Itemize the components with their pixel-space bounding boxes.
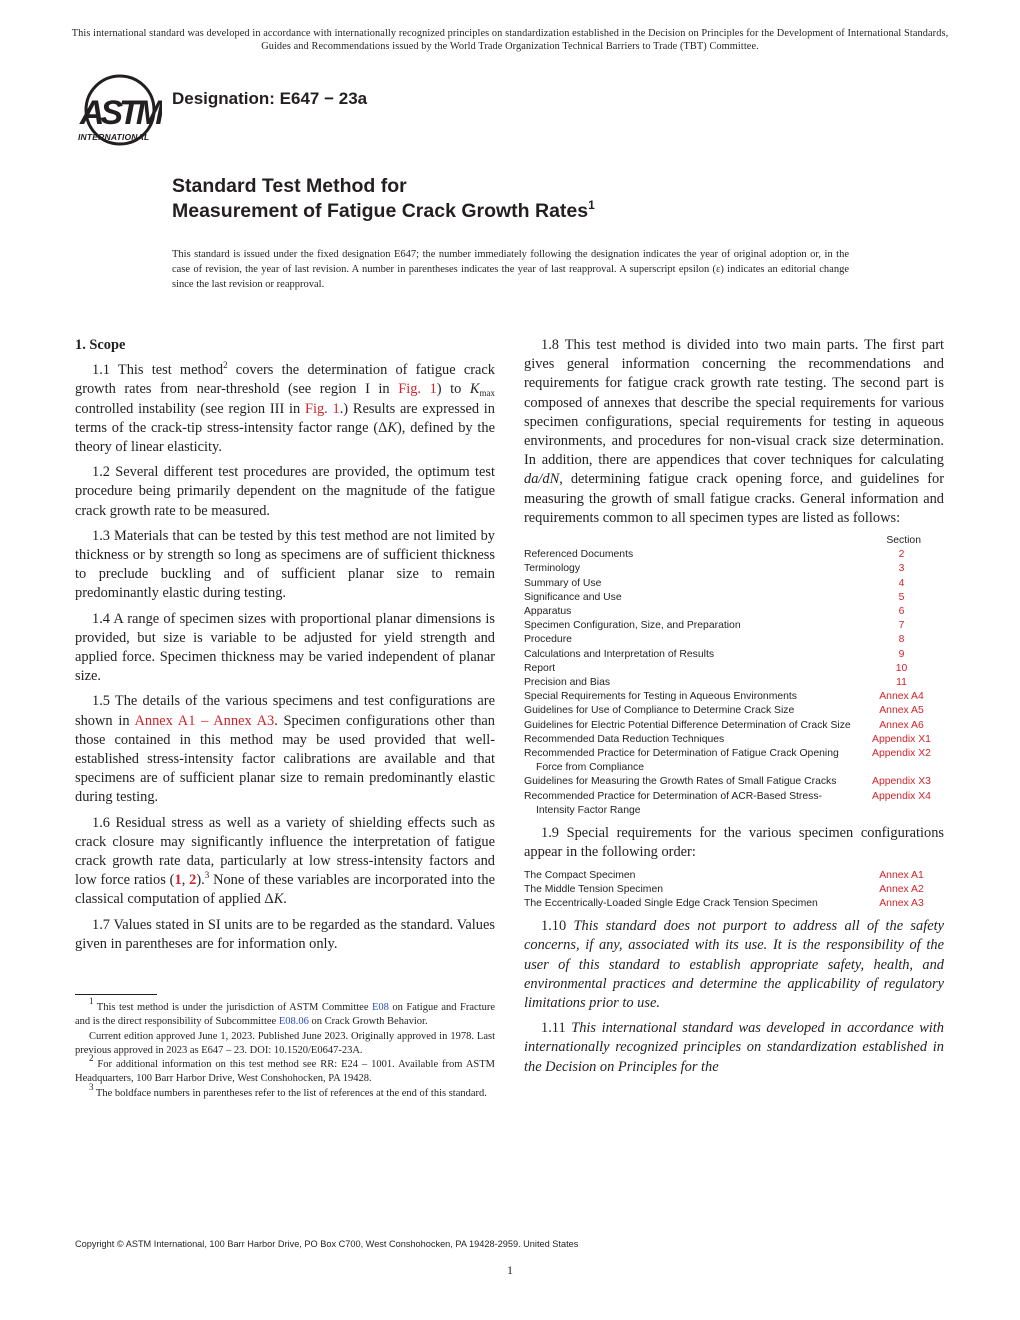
section-list-row [524, 605, 944, 619]
specimen-list-ref-link[interactable]: Annex A1 [879, 869, 924, 881]
section-list-row [524, 633, 944, 647]
section-list-ref-link[interactable]: Annex A5 [879, 705, 924, 717]
section-list-row [524, 690, 944, 704]
section-list-row [524, 591, 944, 605]
section-list [524, 534, 944, 818]
title-line-2: Measurement of Fatigue Crack Growth Rates$^1$ [172, 198, 595, 222]
specimen-list-ref-link[interactable]: Annex A2 [879, 883, 924, 895]
section-heading-scope: 1. Scope [75, 337, 126, 353]
section-list-label: Recommended Practice for Determination of ACR-Based Stress-Intensity Factor Range [524, 790, 822, 816]
para-1-9: 1.9 Special requirements for the various specimen configurations appear in the following order: [524, 825, 944, 861]
section-list-ref-link[interactable]: 8 [898, 634, 905, 646]
fig-1-link-2[interactable]: Fig. 1 [304, 400, 340, 417]
section-list-label: Report [524, 662, 556, 674]
para-1-11: 1.11 This international standard was developed in accordance with internationally recognized principles on standardization established in the Decision on Principles for the [524, 1020, 945, 1075]
section-list-ref-link[interactable]: 11 [896, 677, 907, 689]
fig-1-link[interactable]: Fig. 1 [398, 381, 437, 398]
section-list-row [524, 648, 944, 662]
footnote-rule [75, 994, 157, 995]
section-list-label: Calculations and Interpretation of Results [524, 648, 715, 660]
section-list-label: Referenced Documents [524, 549, 634, 561]
page-title [172, 174, 595, 224]
specimen-list-label: The Middle Tension Specimen [524, 883, 664, 895]
section-list-row [524, 733, 944, 747]
section-list-label: Special Requirements for Testing in Aqueous Environments [524, 691, 798, 703]
logo-org-text: INTERNATIONAL [78, 132, 150, 142]
section-list-row [524, 562, 944, 576]
para-1-4: 1.4 A range of specimen sizes with proportional planar dimensions is provided, but size is variable to be adjusted for yield strength and applied force. Specimen thickness may be varied independent of planar size. [75, 610, 495, 685]
footnote-1-edition: Current edition approved June 1, 2023. Published June 2023. Originally approved in 1978. Last previous approved in 2023 as E647 – 23. DOI: 10.1520/E0647-23A. [75, 1030, 495, 1056]
section-list-label: Apparatus [524, 606, 572, 618]
annex-a1-a3-link[interactable]: Annex A1 – Annex A3 [134, 712, 275, 729]
section-list-ref-link[interactable]: 7 [898, 620, 905, 632]
section-list-label: Terminology [524, 563, 581, 575]
specimen-list-row [524, 869, 944, 883]
e0806-link[interactable]: E08.06 [278, 1016, 309, 1028]
section-list-row [524, 775, 944, 789]
right-column [524, 336, 944, 1083]
section-list-ref-link[interactable]: 4 [898, 577, 905, 589]
section-list-label: Precision and Bias [524, 677, 611, 689]
para-1-3: 1.3 Materials that can be tested by this test method are not limited by thickness or by strength so long as specimens are of sufficient thickness to preclude buckling and of sufficient planar size to remain predominantly elastic during testing. [75, 527, 495, 602]
specimen-list-row [524, 883, 944, 897]
section-list-ref-link[interactable]: 6 [898, 606, 905, 618]
section-list-ref-link[interactable]: Appendix X4 [872, 790, 931, 802]
section-list-label: Significance and Use [524, 591, 622, 603]
section-list-ref-link[interactable]: Appendix X3 [872, 776, 931, 788]
issued-note: This standard is issued under the fixed designation E647; the number immediately following the designation indicates the year of original adoption or, in the case of revision, the year of last revision. A number in parentheses indicates the year of last reapproval. A superscript epsilon (ε) indicates an editorial change since the last revision or reapproval. [172, 249, 849, 290]
footnotes [75, 996, 495, 1101]
section-list-row [524, 747, 944, 775]
section-list-label: Guidelines for Electric Potential Difference Determination of Crack Size [524, 719, 851, 731]
section-list-ref-link[interactable]: Annex A4 [879, 691, 924, 703]
para-1-7: 1.7 Values stated in SI units are to be regarded as the standard. Values given in parentheses are for information only. [75, 916, 495, 952]
section-list-ref-link[interactable]: Annex A6 [879, 719, 924, 731]
section-list-row [524, 577, 944, 591]
section-list-ref-link[interactable]: 9 [898, 648, 905, 660]
ref-1-link[interactable]: 1 [174, 872, 182, 889]
section-list-ref-link[interactable]: 3 [898, 563, 905, 575]
title-footnote-ref[interactable]: 1 [588, 198, 595, 212]
logo-wordmark: ASTM [79, 94, 161, 132]
section-list-row [524, 719, 944, 733]
section-list-label: Recommended Data Reduction Techniques [524, 733, 725, 745]
section-list-label: Recommended Practice for Determination of Fatigue Crack Opening Force from Compliance [524, 748, 839, 774]
specimen-list-label: The Eccentrically-Loaded Single Edge Crack Tension Specimen [524, 897, 818, 909]
specimen-list-label: The Compact Specimen [524, 869, 636, 881]
section-list-header: Section [886, 535, 921, 547]
section-list-ref-link[interactable]: Appendix X2 [872, 748, 931, 760]
e08-link[interactable]: E08 [371, 1002, 389, 1013]
left-column [75, 336, 495, 960]
section-list-ref-link[interactable]: 5 [898, 591, 905, 603]
section-list-label: Procedure [524, 634, 572, 646]
designation: Designation: E647 − 23a [172, 89, 368, 108]
footnote-2: $^2$ For additional information on this test method see RR: E24 – 1001. Available from ASTM Headquarters, 100 Barr Harbor Drive, West Conshohocken, PA 19428. [75, 1053, 495, 1085]
specimen-list-ref-link[interactable]: Annex A3 [879, 897, 924, 909]
section-list-ref-link[interactable]: 2 [898, 549, 905, 561]
section-list-row [524, 548, 944, 562]
para-1-1: 1.1 This test method$^2$ covers the determination of fatigue crack growth rates from near-threshold (see region I in Fig. 1) to $K_{max}$ controlled instability (see region III in Fig. 1.) Results are expressed in terms of the crack-tip stress-intensity factor range (ΔK), defined by the theory of linear elasticity. [75, 360, 496, 456]
para-1-6: 1.6 Residual stress as well as a variety of shielding effects such as crack closure may significantly influence the interpretation of fatigue crack growth rate data, particularly at low stress-intensity factors and low force ratios (1, 2).$^3$ None of these variables are incorporated into the classical computation of applied ΔK. [75, 814, 495, 908]
section-list-label: Guidelines for Use of Compliance to Determine Crack Size [524, 705, 795, 717]
section-list-row [524, 619, 944, 633]
specimen-list [524, 869, 944, 912]
para-1-8: 1.8 This test method is divided into two main parts. The first part gives general information concerning the recommendations and requirements for fatigue crack growth rate testing. The second part is composed of annexes that describe the special requirements for various specimen configurations, special requirements for testing in aqueous environments, and procedures for non-visual crack size determination. In addition, there are appendices that cover techniques for calculating da/dN, determining fatigue crack opening force, and guidelines for measuring the growth of small fatigue cracks. General information and requirements common to all specimen types are listed as follows: [524, 337, 944, 526]
ref-2-link[interactable]: 2 [189, 872, 197, 889]
section-list-row [524, 662, 944, 676]
para-1-5: 1.5 The details of the various specimens and test configurations are shown in Annex A1 – Annex A3. Specimen configurations other than those contained in this method may be used provided that well-established stress-intensity factor calibrations are available and that specimens are of sufficient planar size to remain predominantly elastic during testing. [75, 693, 495, 806]
copyright: Copyright © ASTM International, 100 Barr Harbor Drive, PO Box C700, West Conshohocken, PA 19428-2959. United States [75, 1239, 579, 1249]
para-1-10: 1.10 This standard does not purport to address all of the safety concerns, if any, associated with its use. It is the responsibility of the user of this standard to establish appropriate safety, health, and environmental practices and determine the applicability of regulatory limitations prior to use. [524, 918, 944, 1011]
section-list-label: Guidelines for Measuring the Growth Rates of Small Fatigue Cracks [524, 776, 837, 788]
section-list-label: Summary of Use [524, 577, 602, 589]
section-list-ref-link[interactable]: 10 [895, 662, 908, 674]
section-list-row [524, 704, 944, 718]
wto-notice: This international standard was developed in accordance with internationally recognized principles on standardization established in the Decision on Principles for the Development of International Standards, Guides and Recommendations issued by the World Trade Organization Technical Barriers to Trade (TBT) Committee. [71, 28, 949, 52]
section-list-label: Specimen Configuration, Size, and Preparation [524, 620, 741, 632]
title-line-1: Standard Test Method for [172, 175, 407, 197]
footnote-ref-3[interactable]: 3 [204, 870, 210, 881]
specimen-list-row [524, 897, 944, 911]
section-list-row [524, 676, 944, 690]
section-list-ref-link[interactable]: Appendix X1 [872, 733, 931, 745]
footnote-3: $^3$ The boldface numbers in parentheses refer to the list of references at the end of this standard. [89, 1081, 487, 1099]
footnote-ref-2[interactable]: 2 [223, 360, 228, 371]
section-list-row [524, 790, 944, 818]
para-1-2: 1.2 Several different test procedures are provided, the optimum test procedure being primarily dependent on the magnitude of the fatigue crack growth rate to be measured. [75, 464, 495, 519]
page-number: 1 [507, 1263, 513, 1277]
footnote-1: $^1$ This test method is under the jurisdiction of ASTM Committee E08 on Fatigue and Fracture and is the direct responsibility of Subcommittee E08.06 on Crack Growth Behavior. [75, 996, 495, 1028]
